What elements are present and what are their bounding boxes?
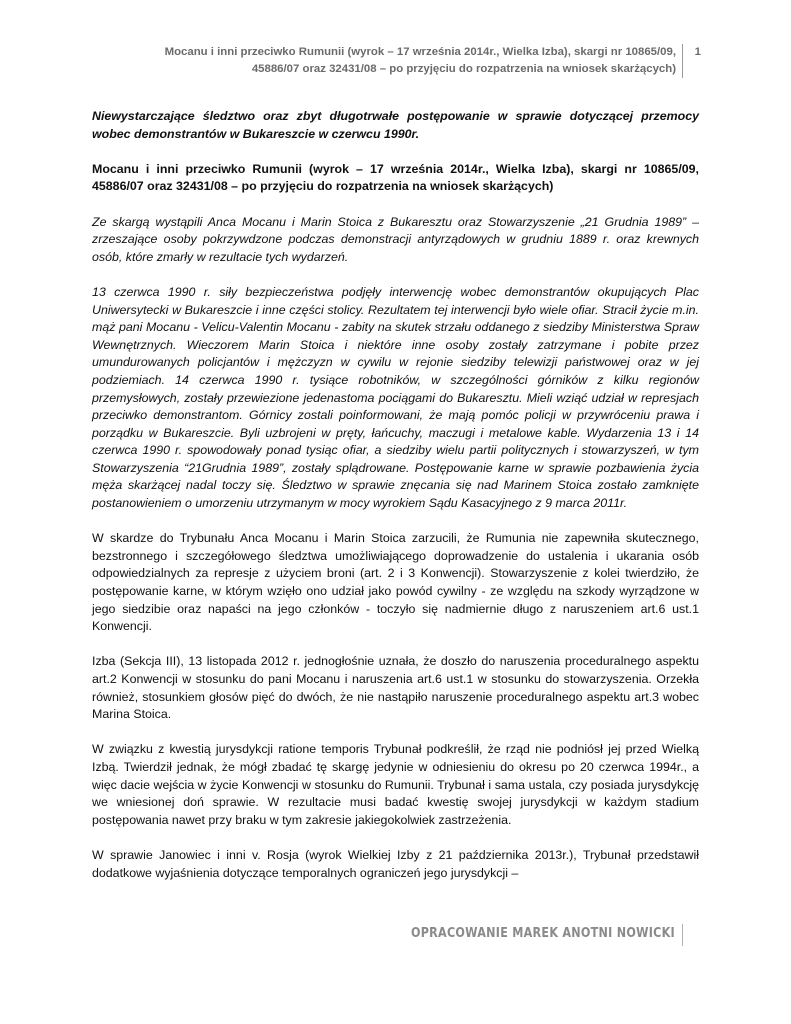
complaint-paragraph: W skardze do Trybunału Anca Mocanu i Marin Stoica zarzucili, że Rumunia nie zapewniła skutecznego, bezstronnego i szczegółowego śledztwa umożliwiającego doprowadzenie do ustalenia i ukarania osób odpowiedzialnych za represje z użyciem broni (art. 2 i 3 Konwencji). Stowarzyszenie z kolei twierdziło, że postępowanie karne, w którym wzięło ono udział jako powód cywilny - ze względu na szkody wyrządzone w jego siedzibie oraz napaści na jego członków - toczyło się nadmiernie długo z naruszeniem art.6 ust.1 Konwencji. bbox=[92, 531, 699, 634]
header-divider bbox=[682, 44, 683, 78]
facts-paragraph: 13 czerwca 1990 r. siły bezpieczeństwa podjęły interwencję wobec demonstrantów okupujących Plac Uniwersytecki w Bukareszcie i inne części stolicy. Rezultatem tej interwencji było wiele ofiar. Stracił życie m.in. mąż pani Mocanu - Velicu-Valentin Mocanu - zabity na skutek strzału oddanego z siedziby Ministerstwa Spraw Wewnętrznych. Wieczorem Marin Stoica i niektóre inne osoby zostały zatrzymane i pobite przez umundurowanych policjantów i mężczyzn w cywilu w rejonie siedziby telewizji państwowej oraz w jej podziemiach. 14 czerwca 1990 r. tysiące robotników, w szczególności górników z kilku regionów przemysłowych, zostały przewiezione jedenastoma pociągami do Bukaresztu. Mieli wziąć udział w represjach przeciwko demonstrantom. Górnicy zostali poinformowani, że mają pomóc policji w przywróceniu prawa i porządku w Bukareszcie. Byli uzbrojeni w pręty, łańcuchy, maczugi i metalowe kable. Wydarzenia 13 i 14 czerwca 1990 r. spowodowały ponad tysiąc ofiar, a siedziby wielu partii politycznych i stowarzyszeń, w tym Stowarzyszenia “21Grudnia 1989”, zostały splądrowane. Postępowanie karne w sprawie pozbawienia życia męża skarżącej nadal toczy się. Śledztwo w sprawie znęcania się nad Marinem Stoica zostało zamknięte postanowieniem o umorzeniu utrzymanym w mocy wyrokiem Sądu Kasacyjnego z 9 marca 2011r. bbox=[92, 284, 699, 511]
page-header bbox=[90, 44, 701, 78]
case-title: Mocanu i inni przeciwko Rumunii (wyrok – 17 września 2014r., Wielka Izba), skargi nr 10865/09, 45886/07 oraz 32431/08 – po przyjęciu do rozpatrzenia na wniosek skarżących) bbox=[92, 161, 699, 194]
chamber-paragraph: Izba (Sekcja III), 13 listopada 2012 r. jednogłośnie uznała, że doszło do naruszenia proceduralnego aspektu art.2 Konwencji w stosunku do pani Mocanu i naruszenia art.6 ust.1 w stosunku do stowarzyszenia. Orzekła również, stosunkiem głosów pięć do dwóch, że nie nastąpiło naruszenie proceduralnego aspektu art.3 wobec Marina Stoica. bbox=[92, 654, 699, 722]
page-footer bbox=[90, 924, 701, 946]
document-body bbox=[92, 108, 699, 882]
document-headline: Niewystarczające śledztwo oraz zbyt długotrwałe postępowanie w sprawie dotyczącej przemocy wobec demonstrantów w Bukareszcie w czerwcu 1990r. bbox=[92, 109, 699, 141]
intro-paragraph: Ze skargą wystąpili Anca Mocanu i Marin Stoica z Bukaresztu oraz Stowarzyszenie „21 Grudnia 1989” – zrzeszające osoby pokrzywdzone podczas demonstracji antyrządowych w grudniu 1889 r. oraz krewnych osób, które zmarły w rezultacie tych wydarzeń. bbox=[92, 214, 699, 264]
janowiec-paragraph: W sprawie Janowiec i inni v. Rosja (wyrok Wielkiej Izby z 21 października 2013r.), Trybunał przedstawił dodatkowe wyjaśnienia dotyczące temporalnych ograniczeń jego jurysdykcji – bbox=[92, 847, 699, 880]
jurisdiction-paragraph: W związku z kwestią jurysdykcji ratione temporis Trybunał podkreślił, że rząd nie podniósł jej przed Wielką Izbą. Twierdził jednak, że mógł zbadać tę skargę jedynie w odniesieniu do okresu po 20 czerwca 1994r., a więc dacie wejścia w życie Konwencji w stosunku do Rumunii. Trybunał i sama ustala, czy posiada jurysdykcję we wniesionej doń sprawie. W rezultacie musi badać kwestię swojej jurysdykcji w każdym stadium postępowania nawet przy braku w tym zakresie jakiegokolwiek zastrzeżenia. bbox=[92, 742, 699, 827]
page-number: 1 bbox=[694, 46, 701, 58]
footer-author: OPRACOWANIE MAREK ANOTNI NOWICKI bbox=[411, 926, 675, 941]
header-title: Mocanu i inni przeciwko Rumunii (wyrok – 17 września 2014r., Wielka Izba), skargi nr 10865/09, 45886/07 oraz 32431/08 – po przyjęciu do rozpatrzenia na wniosek skarżących) bbox=[164, 46, 676, 75]
footer-divider bbox=[682, 924, 683, 946]
